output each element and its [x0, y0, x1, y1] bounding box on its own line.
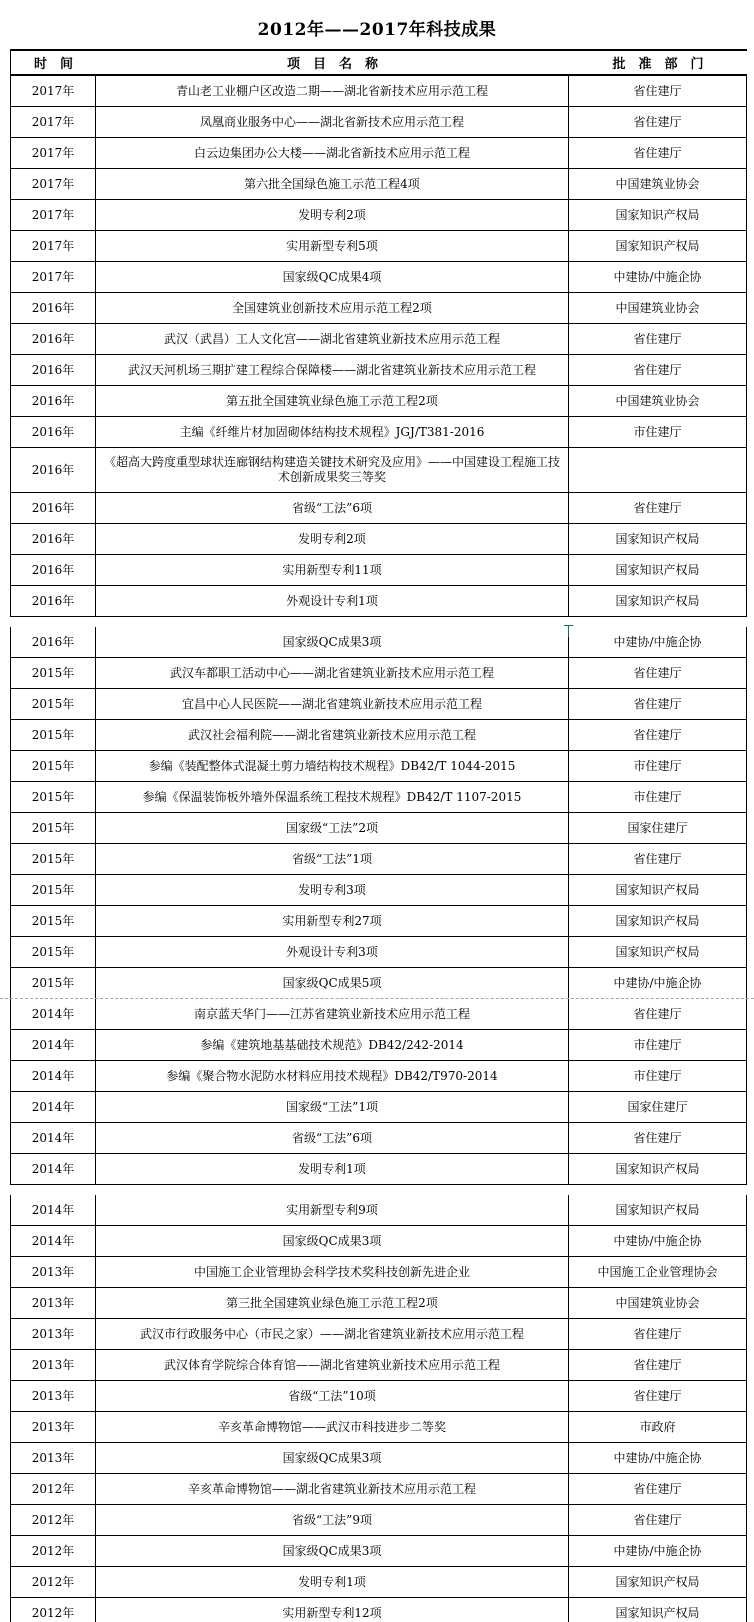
row-project-name: 国家级QC成果3项: [96, 1226, 569, 1256]
row-project-name: 参编《建筑地基基础技术规范》DB42/242-2014: [96, 1030, 569, 1060]
row-approval-dept: 国家知识产权局: [569, 555, 747, 585]
table-row: [10, 293, 747, 324]
table-row: [10, 627, 747, 658]
table-row: [10, 751, 747, 782]
row-project-name: 发明专利2项: [96, 200, 569, 230]
page-break-gap: [10, 617, 747, 627]
row-year: 2012年: [11, 1567, 96, 1597]
table-row: [10, 1598, 747, 1622]
row-approval-dept: 省住建厅: [569, 324, 747, 354]
table-row: [10, 169, 747, 200]
table-row: [10, 1061, 747, 1092]
row-project-name: 实用新型专利5项: [96, 231, 569, 261]
table-row: [10, 493, 747, 524]
row-year: 2015年: [11, 813, 96, 843]
row-project-name: 武汉天河机场三期扩建工程综合保障楼——湖北省建筑业新技术应用示范工程: [96, 355, 569, 385]
row-project-name: 参编《聚合物水泥防水材料应用技术规程》DB42/T970-2014: [96, 1061, 569, 1091]
row-project-name: 中国施工企业管理协会科学技术奖科技创新先进企业: [96, 1257, 569, 1287]
page-break-gap: [10, 1185, 747, 1195]
row-approval-dept: 省住建厅: [569, 1505, 747, 1535]
row-year: 2013年: [11, 1288, 96, 1318]
row-year: 2013年: [11, 1443, 96, 1473]
table-row: [10, 262, 747, 293]
row-approval-dept: 国家知识产权局: [569, 1567, 747, 1597]
table-row: [10, 1412, 747, 1443]
table-row: [10, 386, 747, 417]
row-project-name: 省级“工法”9项: [96, 1505, 569, 1535]
row-project-name: 第五批全国建筑业绿色施工示范工程2项: [96, 386, 569, 416]
row-project-name: 国家级“工法”1项: [96, 1092, 569, 1122]
row-project-name: 国家级QC成果4项: [96, 262, 569, 292]
row-year: 2017年: [11, 169, 96, 199]
row-project-name: 全国建筑业创新技术应用示范工程2项: [96, 293, 569, 323]
row-year: 2016年: [11, 524, 96, 554]
row-approval-dept: 国家知识产权局: [569, 906, 747, 936]
row-approval-dept: 国家知识产权局: [569, 200, 747, 230]
row-year: 2014年: [11, 1061, 96, 1091]
table-row: [10, 844, 747, 875]
row-approval-dept: 中建协/中施企协: [569, 1226, 747, 1256]
row-project-name: 辛亥革命博物馆——湖北省建筑业新技术应用示范工程: [96, 1474, 569, 1504]
row-project-name: 国家级“工法”2项: [96, 813, 569, 843]
row-project-name: 省级“工法”6项: [96, 493, 569, 523]
row-approval-dept: [569, 448, 747, 492]
row-approval-dept: 市住建厅: [569, 782, 747, 812]
row-approval-dept: 省住建厅: [569, 355, 747, 385]
row-approval-dept: 省住建厅: [569, 1123, 747, 1153]
column-header-time: 时 间: [33, 57, 73, 72]
row-project-name: 实用新型专利9项: [96, 1195, 569, 1225]
row-approval-dept: 中国建筑业协会: [569, 293, 747, 323]
row-project-name: 武汉市行政服务中心（市民之家）——湖北省建筑业新技术应用示范工程: [96, 1319, 569, 1349]
table-row: [10, 200, 747, 231]
row-approval-dept: 省住建厅: [569, 999, 747, 1029]
table-row: [10, 1567, 747, 1598]
row-year: 2012年: [11, 1474, 96, 1504]
row-project-name: 凤凰商业服务中心——湖北省新技术应用示范工程: [96, 107, 569, 137]
row-project-name: 武汉社会福利院——湖北省建筑业新技术应用示范工程: [96, 720, 569, 750]
row-approval-dept: 省住建厅: [569, 76, 747, 106]
row-year: 2014年: [11, 1226, 96, 1256]
row-project-name: 实用新型专利27项: [96, 906, 569, 936]
row-approval-dept: 国家知识产权局: [569, 875, 747, 905]
table-row: [10, 448, 747, 493]
table-row: [10, 937, 747, 968]
table-row: [10, 658, 747, 689]
row-year: 2015年: [11, 906, 96, 936]
table-row: [10, 875, 747, 906]
row-year: 2013年: [11, 1412, 96, 1442]
table-row: [10, 1030, 747, 1061]
row-year: 2016年: [11, 555, 96, 585]
table-row: [10, 1288, 747, 1319]
table-row: [10, 906, 747, 937]
table-row: [10, 1226, 747, 1257]
table-row: [10, 1092, 747, 1123]
row-approval-dept: 省住建厅: [569, 138, 747, 168]
row-year: 2013年: [11, 1381, 96, 1411]
row-project-name: 发明专利3项: [96, 875, 569, 905]
row-year: 2017年: [11, 262, 96, 292]
row-project-name: 主编《纤维片材加固砌体结构技术规程》JGJ/T381-2016: [96, 417, 569, 447]
table-section-page2: [10, 627, 747, 998]
row-year: 2015年: [11, 689, 96, 719]
row-project-name: 省级“工法”10项: [96, 1381, 569, 1411]
row-project-name: 第六批全国绿色施工示范工程4项: [96, 169, 569, 199]
row-year: 2016年: [11, 448, 96, 492]
row-approval-dept: 省住建厅: [569, 689, 747, 719]
row-year: 2016年: [11, 386, 96, 416]
row-year: 2017年: [11, 231, 96, 261]
table-section-page3: [10, 999, 747, 1185]
table-row: [10, 138, 747, 169]
row-approval-dept: 中国建筑业协会: [569, 169, 747, 199]
row-year: 2016年: [11, 293, 96, 323]
table-row: [10, 1474, 747, 1505]
table-row: [10, 1123, 747, 1154]
row-approval-dept: 国家知识产权局: [569, 937, 747, 967]
table-row: [10, 689, 747, 720]
row-project-name: 外观设计专利3项: [96, 937, 569, 967]
row-approval-dept: 国家住建厅: [569, 813, 747, 843]
row-approval-dept: 国家知识产权局: [569, 586, 747, 616]
table-row: [10, 1536, 747, 1567]
row-year: 2016年: [11, 324, 96, 354]
table-section-page1: [10, 76, 747, 617]
row-project-name: 发明专利2项: [96, 524, 569, 554]
row-year: 2014年: [11, 999, 96, 1029]
table-row: [10, 813, 747, 844]
row-approval-dept: 省住建厅: [569, 107, 747, 137]
row-approval-dept: 市住建厅: [569, 417, 747, 447]
row-year: 2014年: [11, 1030, 96, 1060]
row-year: 2015年: [11, 937, 96, 967]
row-year: 2012年: [11, 1536, 96, 1566]
achievements-table: [10, 49, 747, 1622]
row-year: 2015年: [11, 875, 96, 905]
table-row: [10, 524, 747, 555]
table-header-row: [10, 49, 747, 76]
table-row: [10, 1154, 747, 1185]
table-row: [10, 324, 747, 355]
row-project-name: 实用新型专利11项: [96, 555, 569, 585]
table-row: [10, 1381, 747, 1412]
row-approval-dept: 省住建厅: [569, 1474, 747, 1504]
row-year: 2016年: [11, 627, 96, 657]
row-approval-dept: 国家知识产权局: [569, 1154, 747, 1184]
table-row: [10, 355, 747, 386]
table-section-page4: [10, 1195, 747, 1622]
table-row: [10, 782, 747, 813]
table-row: [10, 107, 747, 138]
table-row: [10, 1319, 747, 1350]
row-year: 2017年: [11, 138, 96, 168]
row-year: 2012年: [11, 1598, 96, 1622]
row-project-name: 南京蓝天华门——江苏省建筑业新技术应用示范工程: [96, 999, 569, 1029]
row-project-name: 武汉体育学院综合体育馆——湖北省建筑业新技术应用示范工程: [96, 1350, 569, 1380]
row-year: 2013年: [11, 1350, 96, 1380]
row-project-name: 青山老工业棚户区改造二期——湖北省新技术应用示范工程: [96, 76, 569, 106]
row-approval-dept: 中建协/中施企协: [569, 262, 747, 292]
row-approval-dept: 国家知识产权局: [569, 524, 747, 554]
row-approval-dept: 市住建厅: [569, 1030, 747, 1060]
row-year: 2015年: [11, 751, 96, 781]
row-approval-dept: 中建协/中施企协: [569, 627, 747, 657]
table-row: [10, 417, 747, 448]
row-year: 2014年: [11, 1092, 96, 1122]
table-row: [10, 720, 747, 751]
row-year: 2016年: [11, 417, 96, 447]
column-header-department: 批 准 部 门: [612, 57, 704, 72]
row-year: 2017年: [11, 107, 96, 137]
row-year: 2014年: [11, 1195, 96, 1225]
row-project-name: 武汉车都职工活动中心——湖北省建筑业新技术应用示范工程: [96, 658, 569, 688]
row-project-name: 发明专利1项: [96, 1154, 569, 1184]
table-row: [10, 968, 747, 998]
row-year: 2016年: [11, 355, 96, 385]
row-approval-dept: 中建协/中施企协: [569, 1443, 747, 1473]
row-year: 2015年: [11, 720, 96, 750]
table-row: [10, 231, 747, 262]
row-project-name: 参编《装配整体式混凝土剪力墙结构技术规程》DB42/T 1044-2015: [96, 751, 569, 781]
table-row: [10, 999, 747, 1030]
row-approval-dept: 省住建厅: [569, 844, 747, 874]
row-year: 2015年: [11, 844, 96, 874]
row-project-name: 国家级QC成果3项: [96, 1536, 569, 1566]
row-approval-dept: 国家知识产权局: [569, 231, 747, 261]
table-row: [10, 1505, 747, 1536]
row-approval-dept: 市政府: [569, 1412, 747, 1442]
row-year: 2016年: [11, 493, 96, 523]
row-approval-dept: 市住建厅: [569, 751, 747, 781]
row-project-name: 省级“工法”6项: [96, 1123, 569, 1153]
row-project-name: 参编《保温装饰板外墙外保温系统工程技术规程》DB42/T 1107-2015: [96, 782, 569, 812]
row-approval-dept: 省住建厅: [569, 1350, 747, 1380]
row-approval-dept: 省住建厅: [569, 1381, 747, 1411]
row-project-name: 省级“工法”1项: [96, 844, 569, 874]
row-year: 2013年: [11, 1257, 96, 1287]
row-year: 2015年: [11, 968, 96, 998]
row-approval-dept: 中国建筑业协会: [569, 1288, 747, 1318]
row-project-name: 第三批全国建筑业绿色施工示范工程2项: [96, 1288, 569, 1318]
row-project-name: 国家级QC成果3项: [96, 627, 569, 657]
row-project-name: 辛亥革命博物馆——武汉市科技进步二等奖: [96, 1412, 569, 1442]
row-approval-dept: 省住建厅: [569, 1319, 747, 1349]
table-row: [10, 1350, 747, 1381]
row-project-name: 国家级QC成果5项: [96, 968, 569, 998]
table-row: [10, 1257, 747, 1288]
table-row: [10, 76, 747, 107]
row-approval-dept: 国家知识产权局: [569, 1598, 747, 1622]
row-approval-dept: 中国施工企业管理协会: [569, 1257, 747, 1287]
row-year: 2015年: [11, 658, 96, 688]
row-year: 2017年: [11, 200, 96, 230]
row-approval-dept: 省住建厅: [569, 493, 747, 523]
column-header-project: 项 目 名 称: [286, 57, 378, 72]
row-approval-dept: 省住建厅: [569, 720, 747, 750]
row-project-name: 外观设计专利1项: [96, 586, 569, 616]
row-year: 2012年: [11, 1505, 96, 1535]
row-project-name: 白云边集团办公大楼——湖北省新技术应用示范工程: [96, 138, 569, 168]
table-row: [10, 1195, 747, 1226]
row-year: 2015年: [11, 782, 96, 812]
row-project-name: 武汉（武昌）工人文化宫——湖北省建筑业新技术应用示范工程: [96, 324, 569, 354]
row-year: 2017年: [11, 76, 96, 106]
row-year: 2014年: [11, 1154, 96, 1184]
row-approval-dept: 国家住建厅: [569, 1092, 747, 1122]
row-approval-dept: 中国建筑业协会: [569, 386, 747, 416]
row-year: 2016年: [11, 586, 96, 616]
row-project-name: 实用新型专利12项: [96, 1598, 569, 1622]
table-row: [10, 555, 747, 586]
row-approval-dept: 中建协/中施企协: [569, 968, 747, 998]
row-approval-dept: 中建协/中施企协: [569, 1536, 747, 1566]
row-project-name: 宜昌中心人民医院——湖北省建筑业新技术应用示范工程: [96, 689, 569, 719]
row-year: 2014年: [11, 1123, 96, 1153]
page-title: 2012年——2017年科技成果: [257, 20, 497, 40]
table-row: [10, 1443, 747, 1474]
row-project-name: 国家级QC成果3项: [96, 1443, 569, 1473]
row-approval-dept: 省住建厅: [569, 658, 747, 688]
row-project-name: 发明专利1项: [96, 1567, 569, 1597]
row-approval-dept: 国家知识产权局: [569, 1195, 747, 1225]
table-row: [10, 586, 747, 617]
row-approval-dept: 市住建厅: [569, 1061, 747, 1091]
row-project-name: 《超高大跨度重型球状连廊钢结构建造关键技术研究及应用》——中国建设工程施工技术创新成果奖三等奖: [96, 448, 569, 492]
row-year: 2013年: [11, 1319, 96, 1349]
